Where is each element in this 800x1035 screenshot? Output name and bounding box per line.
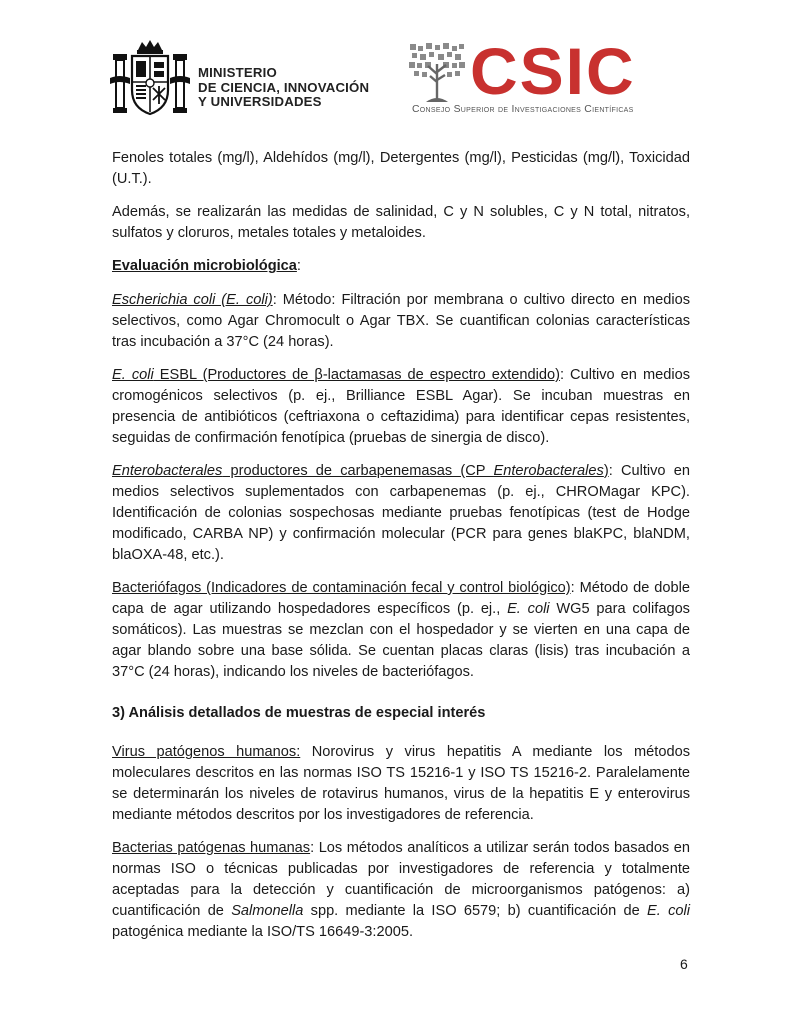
esbl-text: : Cultivo en medios cromogénicos selectivos (p. ej., Brilliance ESBL Agar). Se incuban muestras en presencia de antibióticos (ceftriaxona o ceftazidima) para identificar cepas resistentes, seguidas de confirmación fenotípica (pruebas de sinergia de disco). xyxy=(112,367,690,446)
cp-label-italic-2: Enterobacterales xyxy=(493,463,604,479)
csic-tree-logo-icon xyxy=(408,42,466,104)
cp-label-italic: Enterobacterales xyxy=(112,463,223,479)
bacteria-text-a: : Los métodos analíticos a utilizar serán todos basados en normas ISO o técnicas publicadas por investigadores de referencia y totalmente aceptadas para la detección y cuantificación de microorganismos patógenos: a) cuantificación de xyxy=(112,840,690,919)
phage-text-b: WG5 para colifagos somáticos). Las muestras se mezclan con el hospedador y se vierten en una capa de agar blando sobre una base sólida. Se cuentan placas claras (lisis) tras incubación a 37°C (24 horas), indicando los niveles de bacteriófagos. xyxy=(112,601,690,680)
paragraph-ecoli xyxy=(112,290,690,353)
bacteria-italic-ecoli: E. coli xyxy=(647,903,690,919)
spain-coat-of-arms-icon xyxy=(108,38,192,118)
microbiology-heading-text: Evaluación microbiológica xyxy=(112,258,297,274)
cp-label-end: ) xyxy=(603,463,609,479)
csic-wordmark: CSIC xyxy=(470,34,636,108)
ministry-name xyxy=(198,66,369,110)
paragraph-virus xyxy=(112,742,690,826)
cp-label xyxy=(112,463,609,479)
phage-label: Bacteriófagos (Indicadores de contaminación fecal y control biológico) xyxy=(112,580,571,596)
phage-text-italic: E. coli xyxy=(507,601,550,617)
esbl-label-rest: ESBL (Productores de β-lactamasas de espectro extendido) xyxy=(153,367,560,383)
paragraph-measurements: Además, se realizarán las medidas de salinidad, C y N solubles, C y N total, nitratos, sulfatos y cloruros, metales totales y metaloides. xyxy=(112,204,690,241)
page-header xyxy=(0,0,800,130)
virus-label: Virus patógenos humanos: xyxy=(112,744,301,760)
cp-text: : Cultivo en medios selectivos suplementados con carbapenemas (p. ej., CHROMagar KPC). Identificación de colonias sospechosas mediante pruebas fenotípicas (test de Hodge modificado, CARBA NP) y confirmación molecular (PCR para genes blaKPC, blaNDM, blaOXA-48, etc.). xyxy=(112,463,690,563)
bacteria-text-b: spp. mediante la ISO 6579; b) cuantificación de xyxy=(303,903,648,919)
ecoli-label: Escherichia coli (E. coli) xyxy=(112,292,273,308)
microbiology-heading-colon: : xyxy=(296,258,301,274)
bacteria-text-c: patogénica mediante la ISO/TS 16649-3:2005. xyxy=(112,924,413,940)
csic-subtitle: Consejo Superior de Investigaciones Científicas xyxy=(412,104,634,115)
ministry-logo xyxy=(108,38,378,118)
csic-logo xyxy=(408,34,693,120)
cp-label-mid: productores de carbapenemasas (CP xyxy=(222,463,494,479)
virus-text: Norovirus y virus hepatitis A mediante los métodos moleculares descritos en las normas ISO TS 15216-1 y ISO TS 15216-2. Paralelamente se determinarán los niveles de rotavirus humanos, virus de la hepatitis E y enterovirus mediante métodos descritos por los investigadores de referencia. xyxy=(112,744,690,823)
section-3-heading: 3) Análisis detallados de muestras de especial interés xyxy=(112,705,486,721)
bacteria-italic-salmonella: Salmonella xyxy=(231,903,304,919)
paragraph-parameters: Fenoles totales (mg/l), Aldehídos (mg/l), Detergentes (mg/l), Pesticidas (mg/l), Toxicidad (U.T.). xyxy=(112,150,690,187)
page-number: 6 xyxy=(680,956,688,972)
phage-text-a: : Método de doble capa de agar utilizando hospedadores específicos (p. ej., xyxy=(112,580,690,617)
esbl-label-italic: E. coli xyxy=(112,367,154,383)
microbiology-heading xyxy=(112,256,690,277)
paragraph-bacteriophages xyxy=(112,578,690,683)
esbl-label xyxy=(112,367,560,383)
paragraph-esbl xyxy=(112,365,690,449)
bacteria-label: Bacterias patógenas humanas xyxy=(112,840,311,856)
ecoli-text: : Método: Filtración por membrana o cultivo directo en medios selectivos, como Agar Chromocult o Agar TBX. Se cuantifican colonias características tras incubación a 37°C (24 horas). xyxy=(112,292,690,350)
paragraph-bacteria xyxy=(112,838,690,943)
document-body xyxy=(112,148,690,955)
ministry-line-1: MINISTERIO xyxy=(198,65,277,80)
paragraph-cp-enterobacterales xyxy=(112,461,690,566)
ministry-line-2: DE CIENCIA, INNOVACIÓN xyxy=(198,79,370,95)
ministry-line-3: Y UNIVERSIDADES xyxy=(198,94,322,109)
